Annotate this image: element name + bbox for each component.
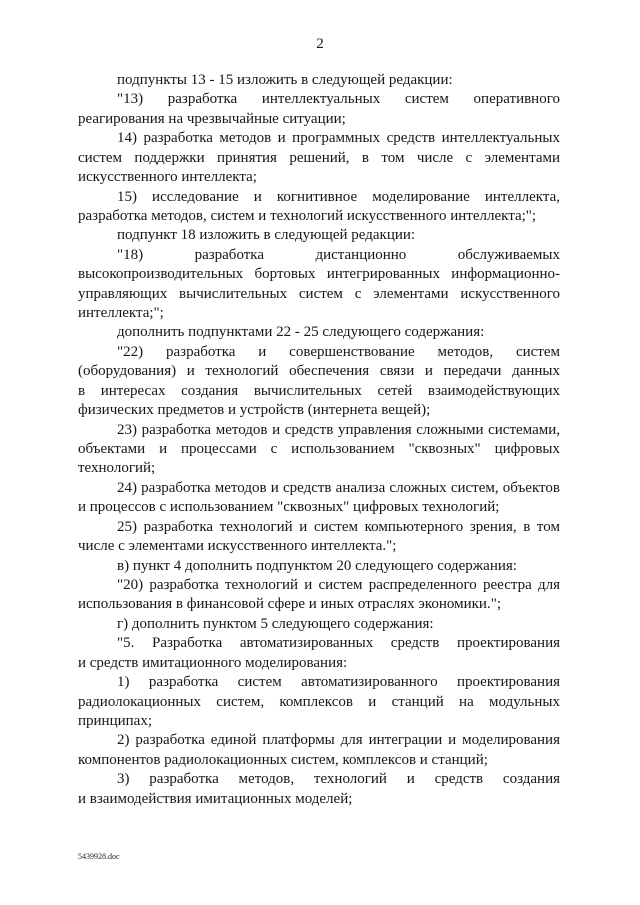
text-line-content: "22) разработка и совершенствование методов, систем bbox=[117, 343, 560, 360]
paragraph bbox=[78, 518, 560, 557]
text-line bbox=[78, 110, 560, 129]
text-line-content: подпункт 18 изложить в следующей редакции: bbox=[117, 227, 416, 244]
text-line-content: 3) разработка методов, технологий и средств создания bbox=[117, 771, 560, 788]
paragraph bbox=[78, 323, 560, 342]
text-line-content: 24) разработка методов и средств анализа сложных систем, объектов bbox=[117, 479, 560, 496]
paragraph bbox=[78, 479, 560, 518]
text-line bbox=[78, 576, 560, 595]
paragraph bbox=[78, 731, 560, 770]
text-line bbox=[78, 595, 560, 614]
text-line bbox=[78, 479, 560, 498]
text-line-content: 1) разработка систем автоматизированного проектирования bbox=[117, 674, 560, 691]
text-line-content: дополнить подпунктами 22 - 25 следующего содержания: bbox=[117, 324, 485, 341]
text-line-content: реагирования на чрезвычайные ситуации; bbox=[78, 110, 346, 127]
footer-filename: 5439928.doc bbox=[78, 852, 120, 861]
text-line-content: разработка методов, систем и технологий искусственного интеллекта;"; bbox=[78, 207, 537, 224]
text-line-content: физических предметов и устройств (интернета вещей); bbox=[78, 402, 431, 419]
text-line-content: интеллекта;"; bbox=[78, 305, 164, 322]
text-line bbox=[78, 421, 560, 440]
paragraph bbox=[78, 71, 560, 90]
document-body bbox=[78, 71, 560, 809]
paragraph bbox=[78, 188, 560, 227]
text-line-content: объектами и процессами с использованием "сквозных" цифровых bbox=[78, 441, 560, 458]
paragraph bbox=[78, 226, 560, 245]
text-line-content: систем поддержки принятия решений, в том числе с элементами bbox=[78, 149, 560, 166]
text-line-content: использования в финансовой сфере и иных отраслях экономики."; bbox=[78, 596, 501, 613]
text-line bbox=[78, 537, 560, 556]
text-line bbox=[78, 615, 560, 634]
text-line bbox=[78, 498, 560, 517]
text-line bbox=[78, 168, 560, 187]
text-line bbox=[78, 265, 560, 284]
text-line bbox=[78, 770, 560, 789]
text-line bbox=[78, 731, 560, 750]
paragraph bbox=[78, 576, 560, 615]
text-line bbox=[78, 285, 560, 304]
text-line-content: г) дополнить пунктом 5 следующего содержания: bbox=[117, 615, 434, 632]
text-line-content: и взаимодействия имитационных моделей; bbox=[78, 790, 353, 807]
text-line-content: "5. Разработка автоматизированных средств проектирования bbox=[117, 635, 560, 652]
text-line bbox=[78, 188, 560, 207]
text-line-content: радиолокационных систем, комплексов и станций на модульных bbox=[78, 693, 560, 710]
text-line-content: и средств имитационного моделирования: bbox=[78, 654, 348, 671]
text-line bbox=[78, 712, 560, 731]
text-line bbox=[78, 90, 560, 109]
text-line bbox=[78, 323, 560, 342]
text-line bbox=[78, 304, 560, 323]
text-line bbox=[78, 790, 560, 809]
text-line-content: в интересах создания вычислительных сетей взаимодействующих bbox=[78, 382, 560, 399]
paragraph bbox=[78, 90, 560, 129]
paragraph bbox=[78, 634, 560, 673]
text-line-content: 2) разработка единой платформы для интеграции и моделирования bbox=[117, 732, 560, 749]
text-line bbox=[78, 459, 560, 478]
text-line bbox=[78, 693, 560, 712]
text-line-content: 23) разработка методов и средств управления сложными системами, bbox=[117, 421, 560, 438]
text-line-content: искусственного интеллекта; bbox=[78, 169, 257, 186]
text-line-content: принципах; bbox=[78, 712, 152, 729]
text-line bbox=[78, 343, 560, 362]
text-line-content: в) пункт 4 дополнить подпунктом 20 следующего содержания: bbox=[117, 557, 517, 574]
text-line bbox=[78, 362, 560, 381]
text-line bbox=[78, 71, 560, 90]
text-line bbox=[78, 129, 560, 148]
text-line-content: "13) разработка интеллектуальных систем оперативного bbox=[117, 91, 560, 108]
text-line-content: подпункты 13 - 15 изложить в следующей редакции: bbox=[117, 72, 453, 88]
text-line bbox=[78, 149, 560, 168]
text-line bbox=[78, 751, 560, 770]
paragraph bbox=[78, 770, 560, 809]
text-line-content: числе с элементами искусственного интеллекта."; bbox=[78, 538, 397, 555]
text-line bbox=[78, 673, 560, 692]
paragraph bbox=[78, 246, 560, 324]
text-line-content: высокопроизводительных бортовых интегрированных информационно- bbox=[78, 266, 560, 283]
text-line-content: (оборудования) и технологий обеспечения связи и передачи данных bbox=[78, 363, 560, 380]
text-line bbox=[78, 382, 560, 401]
text-line-content: и процессов с использованием "сквозных" цифровых технологий; bbox=[78, 499, 500, 516]
text-line-content: технологий; bbox=[78, 460, 156, 477]
text-line-content: 25) разработка технологий и систем компьютерного зрения, в том bbox=[117, 518, 560, 535]
text-line bbox=[78, 401, 560, 420]
text-line-content: 15) исследование и когнитивное моделирование интеллекта, bbox=[117, 188, 560, 205]
text-line-content: компонентов радиолокационных систем, комплексов и станций; bbox=[78, 751, 488, 768]
paragraph bbox=[78, 129, 560, 187]
paragraph bbox=[78, 673, 560, 731]
text-line bbox=[78, 654, 560, 673]
text-line bbox=[78, 440, 560, 459]
paragraph bbox=[78, 343, 560, 421]
text-line bbox=[78, 557, 560, 576]
paragraph bbox=[78, 615, 560, 634]
text-line-content: 14) разработка методов и программных средств интеллектуальных bbox=[117, 130, 560, 147]
text-line bbox=[78, 634, 560, 653]
text-line bbox=[78, 518, 560, 537]
paragraph bbox=[78, 557, 560, 576]
text-line-content: управляющих вычислительных систем с элементами искусственного bbox=[78, 285, 560, 302]
text-line-content: "20) разработка технологий и систем распределенного реестра для bbox=[117, 576, 560, 593]
text-line bbox=[78, 207, 560, 226]
paragraph bbox=[78, 421, 560, 479]
text-line-content: "18) разработка дистанционно обслуживаемых bbox=[117, 246, 560, 263]
text-line bbox=[78, 246, 560, 265]
page-number: 2 bbox=[316, 36, 324, 52]
text-line bbox=[78, 226, 560, 245]
